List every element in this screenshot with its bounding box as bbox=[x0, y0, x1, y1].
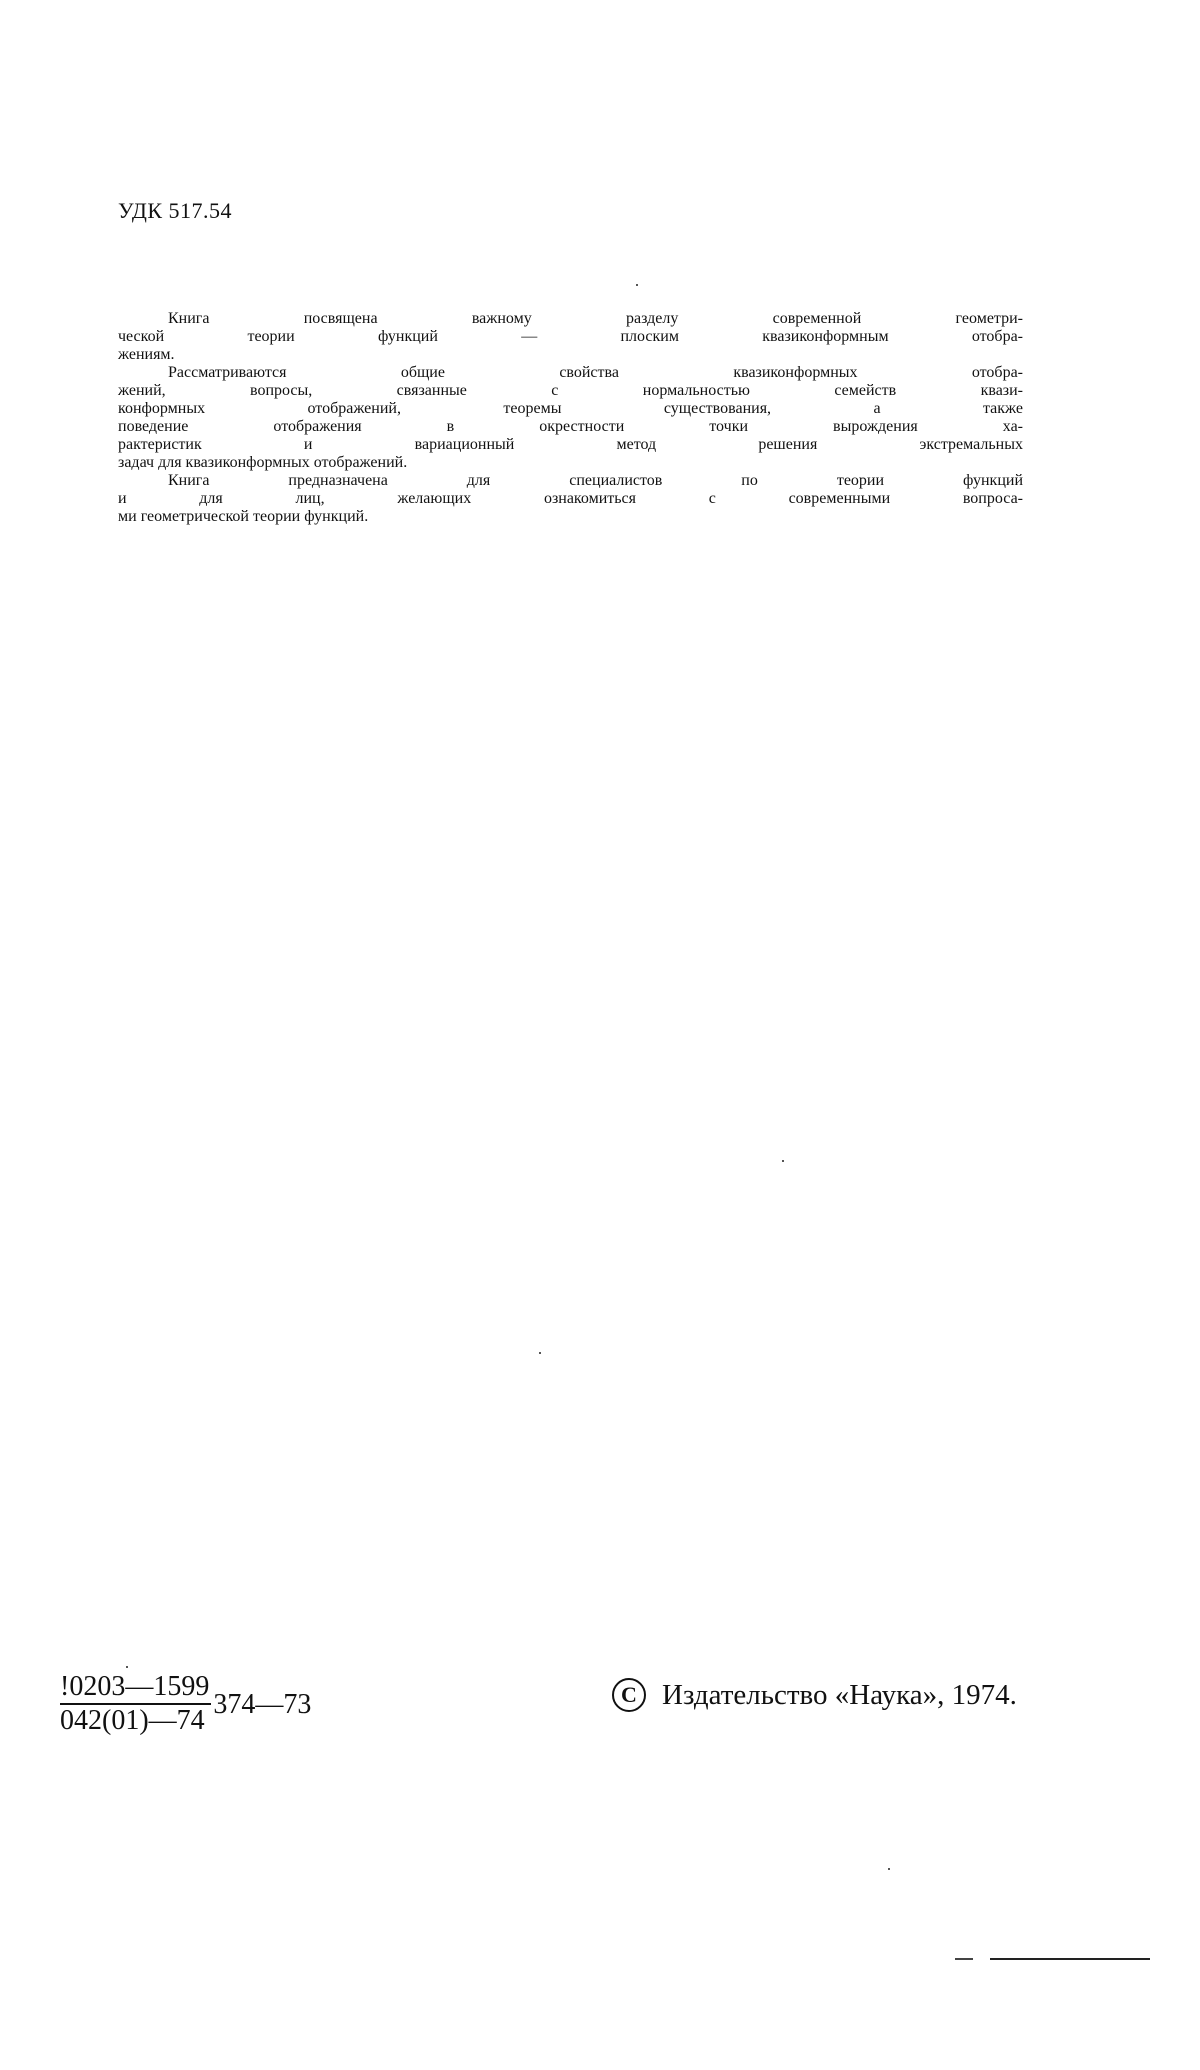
code-numerator: !0203—1599 bbox=[60, 1672, 211, 1705]
copyright-notice bbox=[612, 1678, 1017, 1712]
abstract-paragraph-2 bbox=[118, 364, 1023, 472]
bibliographic-code bbox=[60, 1672, 311, 1736]
abstract-line: Книга посвящена важному разделу современной геометри- bbox=[168, 310, 1023, 327]
abstract-line: конформных отображений, теоремы существования, а также bbox=[118, 400, 1023, 417]
print-speck bbox=[782, 1160, 784, 1162]
abstract-line: Книга предназначена для специалистов по теории функций bbox=[168, 472, 1023, 489]
abstract-line: и для лиц, желающих ознакомиться с современными вопроса- bbox=[118, 490, 1023, 507]
udc-code: УДК 517.54 bbox=[118, 198, 233, 223]
abstract-line: поведение отображения в окрестности точки вырождения ха- bbox=[118, 418, 1023, 435]
code-denominator: 042(01)—74 bbox=[60, 1705, 205, 1736]
publisher-text: Издательство «Наука», 1974. bbox=[662, 1678, 1017, 1711]
code-suffix: 374—73 bbox=[213, 1689, 312, 1720]
code-fraction bbox=[60, 1672, 211, 1736]
abstract-paragraph-1 bbox=[118, 310, 1023, 364]
print-speck bbox=[126, 1666, 128, 1668]
print-speck bbox=[636, 284, 638, 286]
book-abstract bbox=[118, 310, 1023, 526]
abstract-line: рактеристик и вариационный метод решения экстремальных bbox=[118, 436, 1023, 453]
footer-rule bbox=[990, 1958, 1150, 1960]
abstract-line: ми геометрической теории функций. bbox=[118, 508, 369, 525]
print-speck bbox=[888, 1868, 890, 1870]
abstract-paragraph-3 bbox=[118, 472, 1023, 526]
abstract-line: жениям. bbox=[118, 346, 175, 363]
copyright-icon: C bbox=[612, 1678, 646, 1712]
abstract-line: задач для квазиконформных отображений. bbox=[118, 454, 408, 471]
abstract-line: ческой теории функций — плоским квазиконформным отобра- bbox=[118, 328, 1023, 345]
abstract-line: Рассматриваются общие свойства квазиконформных отобра- bbox=[168, 364, 1023, 381]
print-speck bbox=[539, 1352, 541, 1354]
abstract-line: жений, вопросы, связанные с нормальностью семейств квази- bbox=[118, 382, 1023, 399]
print-dash bbox=[955, 1958, 973, 1960]
